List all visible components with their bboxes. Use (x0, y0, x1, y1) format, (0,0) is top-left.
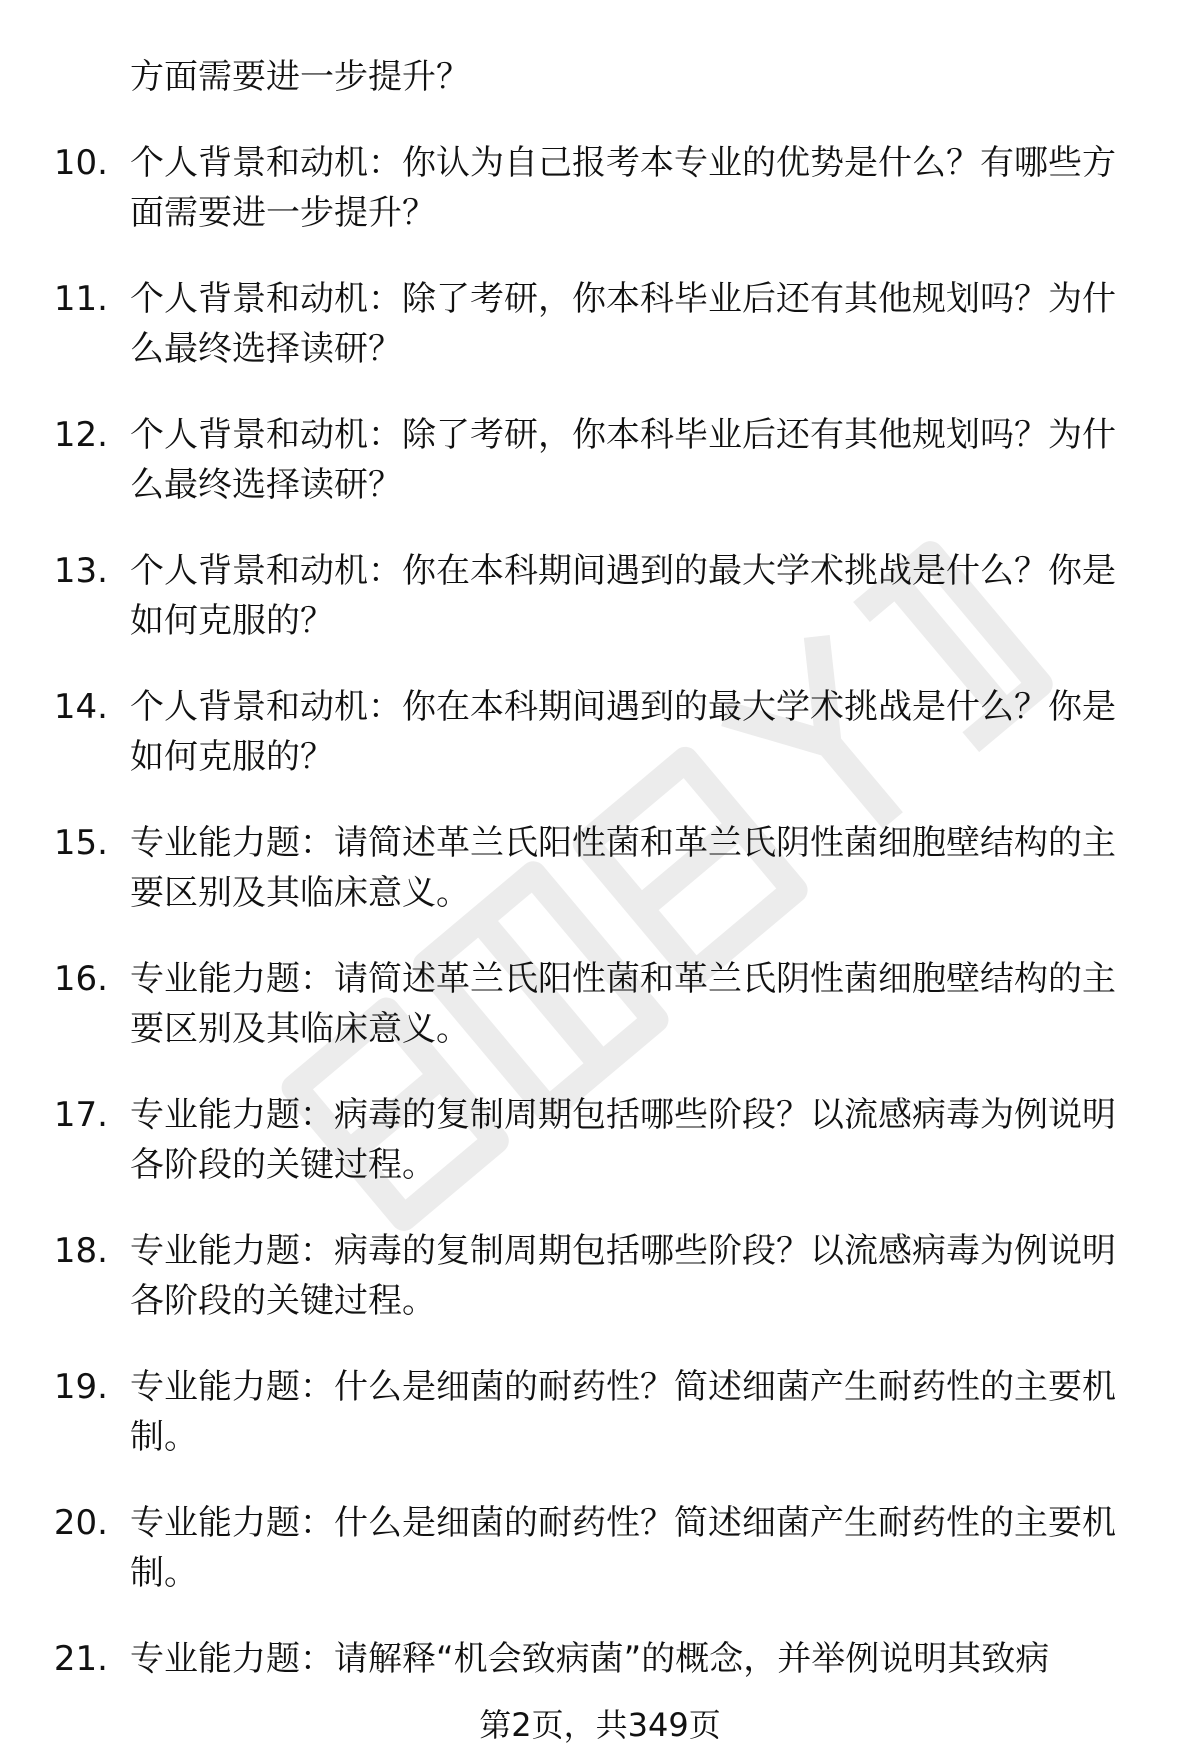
list-item (0, 1226, 1200, 1326)
list-item (0, 818, 1200, 918)
item-number: 14. (53, 687, 108, 727)
item-text: 个人背景和动机：你认为自己报考本专业的优势是什么？有哪些方面需要进一步提升？ (130, 143, 1116, 233)
list-item (0, 138, 1200, 238)
item-number: 16. (53, 959, 108, 999)
item-text: 个人背景和动机：你在本科期间遇到的最大学术挑战是什么？你是如何克服的？ (130, 687, 1116, 777)
item-text: 个人背景和动机：除了考研，你本科毕业后还有其他规划吗？为什么最终选择读研？ (130, 415, 1116, 505)
list-item (0, 274, 1200, 374)
item-text: 专业能力题：病毒的复制周期包括哪些阶段？以流感病毒为例说明各阶段的关键过程。 (130, 1231, 1116, 1321)
list-item (0, 1362, 1200, 1462)
item-text: 个人背景和动机：你在本科期间遇到的最大学术挑战是什么？你是如何克服的？ (130, 551, 1116, 641)
item-text: 专业能力题：请解释“机会致病菌”的概念，并举例说明其致病 (130, 1639, 1050, 1679)
item-number: 15. (53, 823, 108, 863)
item-number: 19. (53, 1367, 108, 1407)
item-text: 专业能力题：病毒的复制周期包括哪些阶段？以流感病毒为例说明各阶段的关键过程。 (130, 1095, 1116, 1185)
item-number: 11. (53, 279, 108, 319)
item-text: 个人背景和动机：除了考研，你本科毕业后还有其他规划吗？为什么最终选择读研？ (130, 279, 1116, 369)
list-item (0, 410, 1200, 510)
page-footer: 第2页，共349页 (479, 1706, 721, 1744)
continuation-text: 方面需要进一步提升？ (130, 57, 470, 97)
item-number: 21. (53, 1639, 108, 1679)
item-text: 专业能力题：请简述革兰氏阳性菌和革兰氏阴性菌细胞壁结构的主要区别及其临床意义。 (130, 959, 1116, 1049)
item-text: 专业能力题：请简述革兰氏阳性菌和革兰氏阴性菌细胞壁结构的主要区别及其临床意义。 (130, 823, 1116, 913)
list-item (0, 1634, 1200, 1684)
list-item (0, 1498, 1200, 1598)
item-number: 18. (53, 1231, 108, 1271)
item-text: 专业能力题：什么是细菌的耐药性？简述细菌产生耐药性的主要机制。 (130, 1503, 1116, 1593)
item-number: 20. (53, 1503, 108, 1543)
list-item (0, 1090, 1200, 1190)
list-item (0, 682, 1200, 782)
item-number: 12. (53, 415, 108, 455)
question-list (0, 52, 1200, 1720)
list-item (0, 954, 1200, 1054)
item-number: 17. (53, 1095, 108, 1135)
item-number: 10. (53, 143, 108, 183)
item-text: 专业能力题：什么是细菌的耐药性？简述细菌产生耐药性的主要机制。 (130, 1367, 1116, 1457)
item-number: 13. (53, 551, 108, 591)
list-item (0, 546, 1200, 646)
